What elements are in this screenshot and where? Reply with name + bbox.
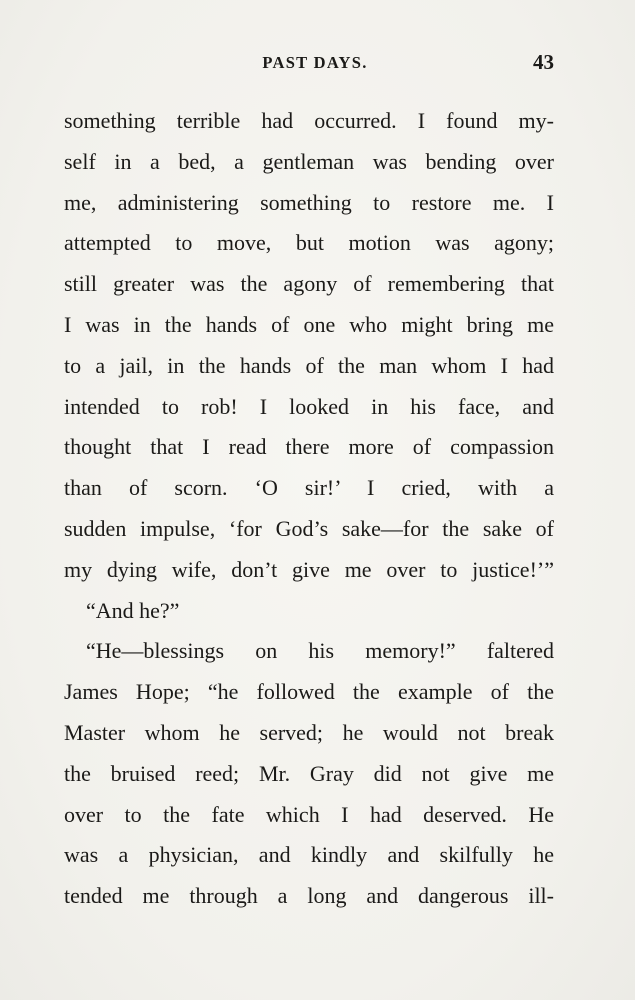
- text-line: “And he?”: [86, 597, 180, 623]
- text-line: sudden impulse, ‘for God’s sake—for the sake of: [64, 515, 554, 541]
- text-line: tended me through a long and dangerous ill-: [64, 883, 554, 909]
- text-line: still greater was the agony of remembering that: [64, 271, 554, 297]
- running-title: PAST DAYS.: [262, 53, 368, 72]
- text-line: my dying wife, don’t give me over to justice!’”: [64, 556, 554, 582]
- text-line: James Hope; “he followed the example of the: [64, 679, 554, 705]
- text-line: over to the fate which I had deserved. He: [64, 801, 554, 827]
- text-line: was a physician, and kindly and skilfully he: [64, 842, 554, 868]
- text-line: Master whom he served; he would not break: [64, 719, 554, 745]
- text-line: I was in the hands of one who might bring me: [64, 311, 554, 337]
- text-line: the bruised reed; Mr. Gray did not give me: [64, 760, 554, 786]
- page-header: [64, 50, 554, 83]
- body-text: [64, 101, 554, 917]
- page-number: 43: [533, 50, 554, 74]
- text-line: “He—blessings on his memory!” faltered: [86, 638, 554, 664]
- text-line: something terrible had occurred. I found my-: [64, 108, 554, 133]
- text-line: attempted to move, but motion was agony;: [64, 230, 554, 256]
- text-line: to a jail, in the hands of the man whom I had: [64, 352, 554, 378]
- text-line: than of scorn. ‘O sir!’ I cried, with a: [64, 475, 554, 501]
- text-line: intended to rob! I looked in his face, and: [64, 393, 554, 419]
- text-line: self in a bed, a gentleman was bending over: [64, 148, 554, 174]
- text-line: me, administering something to restore me. I: [64, 189, 554, 215]
- text-line: thought that I read there more of compassion: [64, 434, 554, 460]
